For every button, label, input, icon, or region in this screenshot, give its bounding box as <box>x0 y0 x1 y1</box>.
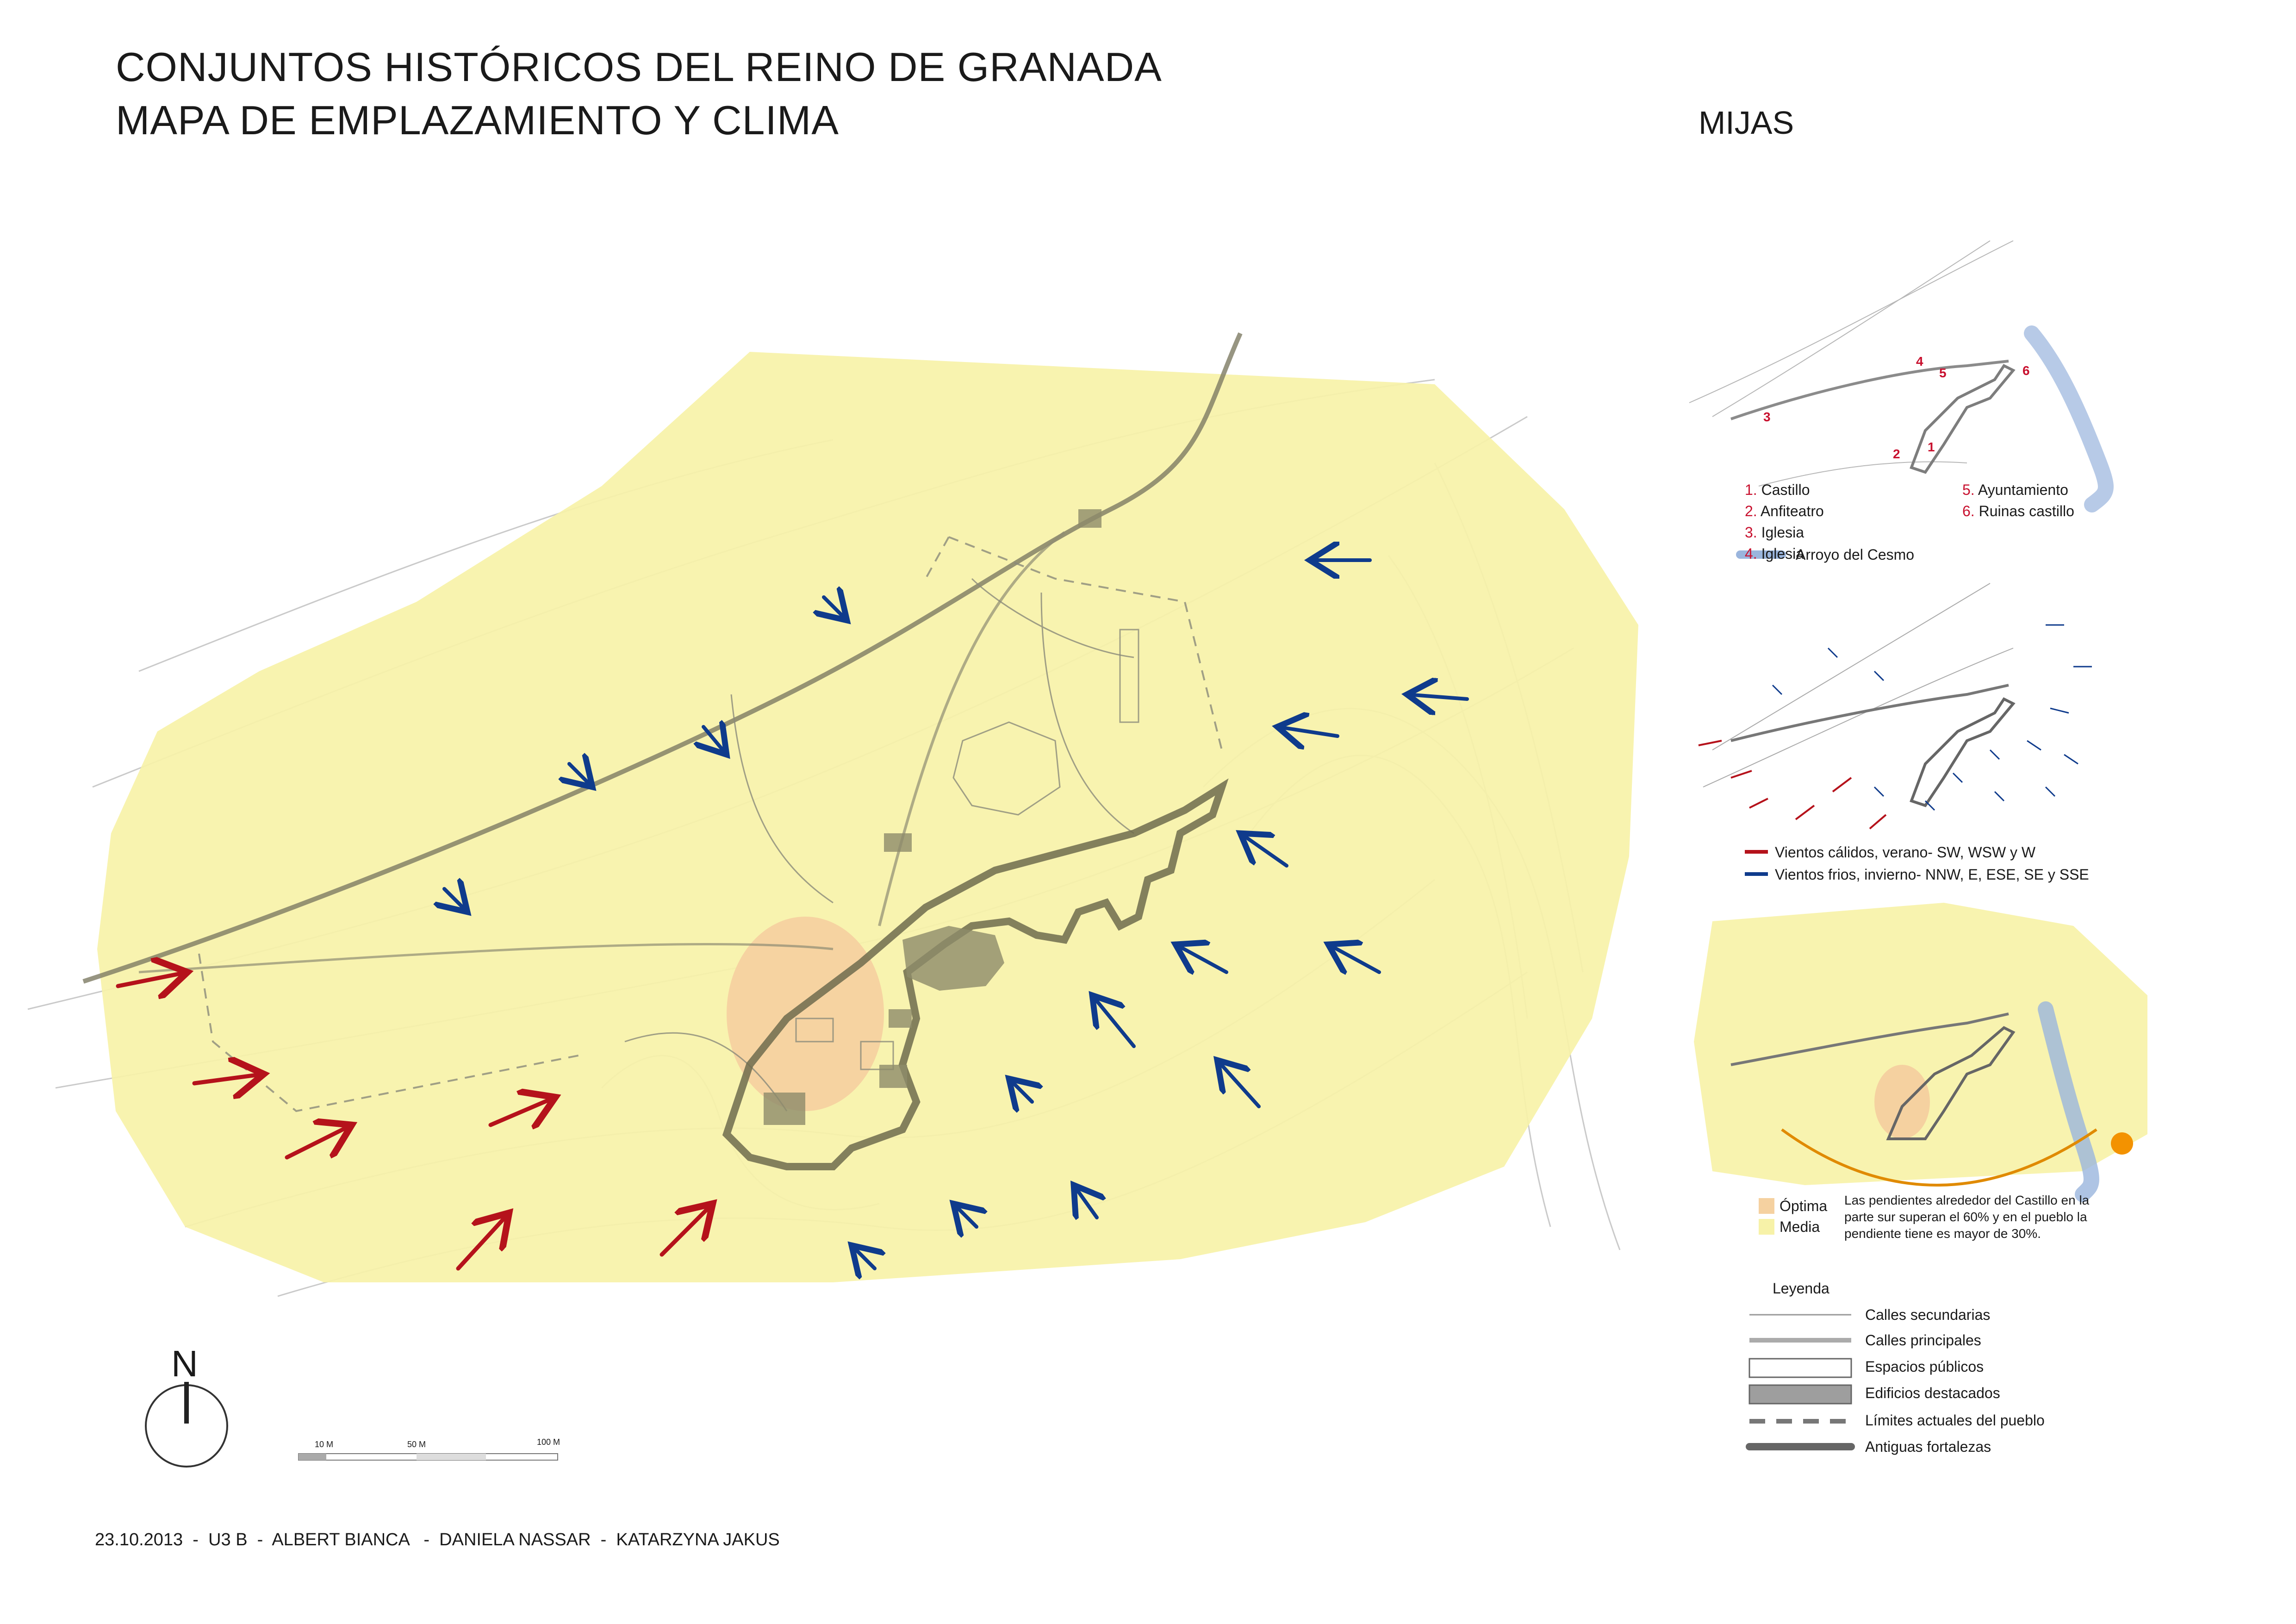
inset-landmarks <box>1689 241 2106 505</box>
north-arrow <box>146 1382 227 1467</box>
legend-symbols <box>1749 1315 1851 1447</box>
title-line-1: CONJUNTOS HISTÓRICOS DEL REINO DE GRANADA <box>116 44 1162 90</box>
landmark-6: 6. Ruinas castillo <box>1962 503 2074 519</box>
legend-main-streets: Calles principales <box>1865 1332 1981 1349</box>
sun-icon <box>2111 1132 2133 1155</box>
scale-label-50: 50 M <box>407 1440 426 1449</box>
optimal-label: Óptima <box>1780 1198 1828 1214</box>
slope-note: Las pendientes alrededor del Castillo en la parte sur superan el 60% y en el pueblo la pendiente tiene es mayor de 30%. <box>1844 1193 2090 1241</box>
legend-village-limits: Límites actuales del pueblo <box>1865 1412 2045 1429</box>
landmark-2: 2. Anfiteatro <box>1745 503 1824 519</box>
landmark-3: 3. Iglesia <box>1745 524 1804 541</box>
landmark-4: 4. Iglesia <box>1745 545 1804 562</box>
place-name: MIJAS <box>1699 105 1794 141</box>
medium-label: Media <box>1780 1218 1820 1235</box>
legend-secondary-streets: Calles secundarias <box>1865 1306 1991 1323</box>
legend-featured-buildings: Edificios destacados <box>1865 1385 2000 1401</box>
north-label: N <box>171 1343 198 1384</box>
legend-public-spaces: Espacios públicos <box>1865 1358 1984 1375</box>
scale-label-100: 100 M <box>537 1437 560 1447</box>
optimal-swatch <box>1759 1198 1774 1214</box>
inset-slopes <box>1694 903 2147 1235</box>
map-num-4: 4 <box>1916 354 1923 369</box>
cold-wind-label: Vientos frios, invierno- NNW, E, ESE, SE y SSE <box>1775 866 2089 883</box>
landmark-list-right <box>1962 479 2074 522</box>
medium-swatch <box>1759 1219 1774 1235</box>
title-line-2: MAPA DE EMPLAZAMIENTO Y CLIMA <box>116 97 839 143</box>
map-num-6: 6 <box>2022 363 2030 378</box>
credits: 23.10.2013 - U3 B - ALBERT BIANCA - DANIELA NASSAR - KATARZYNA JAKUS <box>95 1530 780 1549</box>
landmark-5: 5. Ayuntamiento <box>1962 481 2068 498</box>
inset-winds <box>1699 583 2092 874</box>
legend-old-fortresses: Antiguas fortalezas <box>1865 1438 1991 1455</box>
scale-label-10: 10 M <box>315 1440 334 1449</box>
map-num-5: 5 <box>1939 366 1947 380</box>
warm-wind-label: Vientos cálidos, verano- SW, WSW y W <box>1775 844 2036 861</box>
stream-label: Arroyo del Cesmo <box>1796 546 1915 563</box>
map-num-3: 3 <box>1763 410 1771 424</box>
scale-bar-graphic <box>299 1454 558 1460</box>
landmark-1: 1. Castillo <box>1745 481 1810 498</box>
map-num-1: 1 <box>1928 440 1935 454</box>
legend-title: Leyenda <box>1773 1280 1829 1297</box>
map-num-2: 2 <box>1893 447 1900 461</box>
